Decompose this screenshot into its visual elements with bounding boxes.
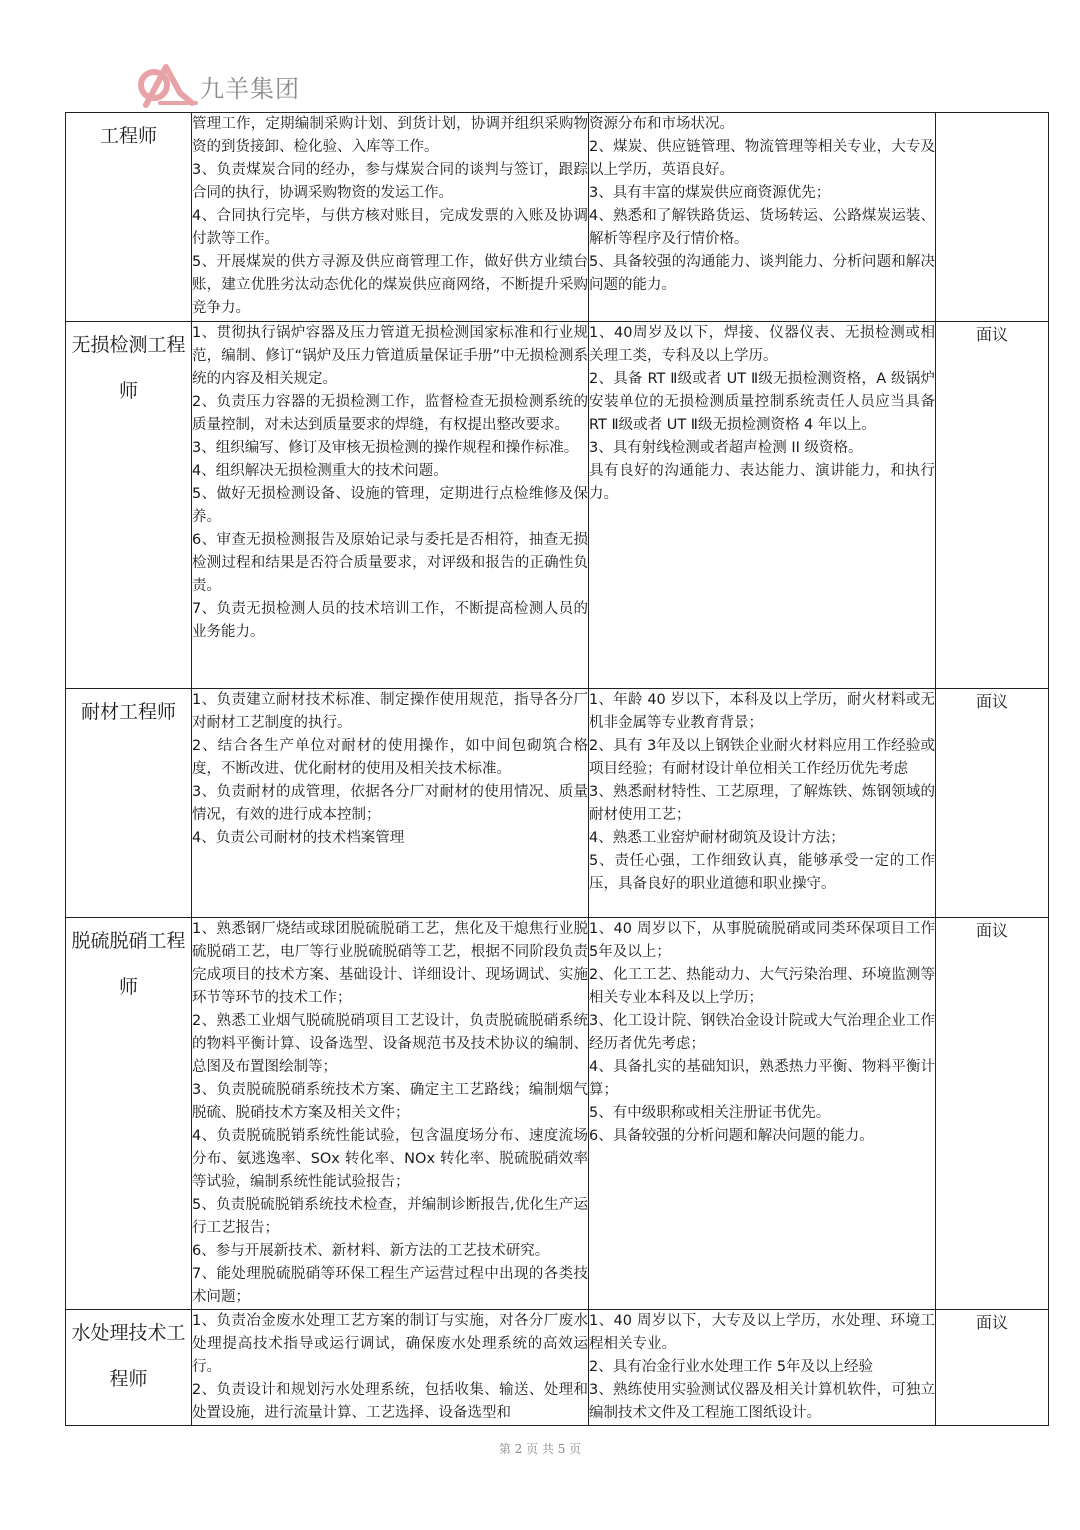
job-pay: 面议 — [936, 918, 1049, 1310]
job-pay: 面议 — [936, 1310, 1049, 1426]
job-title: 无损检测工程师 — [66, 322, 192, 689]
job-requirements: 1、年龄 40 岁以下，本科及以上学历，耐火材料或无机非金属等专业教育背景； 2、具有 3年及以上钢铁企业耐火材料应用工作经验或项目经验；有耐材设计单位相关工作经历优先考虑 3、熟悉耐材特性、工艺原理，了解炼铁、炼钢领域的耐材使用工艺； 4、熟悉工业窑炉耐材砌筑及设计方法； 5、责任心强，工作细致认真，能够承受一定的工作压，具备良好的职业道德和职业操守。 — [589, 689, 936, 918]
table-row — [66, 1310, 1049, 1426]
brand-name: 九羊集团 — [200, 74, 300, 103]
job-pay: 面议 — [936, 689, 1049, 918]
table-row — [66, 918, 1049, 1310]
job-requirements: 1、40 周岁以下，大专及以上学历，水处理、环境工程相关专业。 2、具有冶金行业水处理工作 5年及以上经验 3、熟练使用实验测试仪器及相关计算机软件，可独立编制技术文件及工程施工图纸设计。 — [589, 1310, 936, 1426]
job-title: 耐材工程师 — [66, 689, 192, 918]
job-title: 工程师 — [66, 113, 192, 322]
table-row — [66, 689, 1049, 918]
company-logo — [136, 62, 300, 110]
job-duties: 1、负责建立耐材技术标准、制定操作使用规范，指导各分厂对耐材工艺制度的执行。 2、结合各生产单位对耐材的使用操作，如中间包砌筑合格度，不断改进、优化耐材的使用及相关技术标准。 3、负责耐材的成管理，依据各分厂对耐材的使用情况、质量情况，有效的进行成本控制； 4、负责公司耐材的技术档案管理 — [192, 689, 589, 918]
job-duties: 管理工作，定期编制采购计划、到货计划，协调并组织采购物资的到货接卸、检化验、入库等工作。 3、负责煤炭合同的经办，参与煤炭合同的谈判与签订，跟踪合同的执行，协调采购物资的发运工作。 4、合同执行完毕，与供方核对账目，完成发票的入账及协调付款等工作。 5、开展煤炭的供方寻源及供应商管理工作，做好供方业绩台账，建立优胜劣汰动态优化的煤炭供应商网络，不断提升采购竞争力。 — [192, 113, 589, 322]
page-number: 第 2 页 共 5 页 — [498, 1442, 582, 1456]
job-requirements: 1、40 周岁以下，从事脱硫脱硝或同类环保项目工作 5年及以上； 2、化工工艺、热能动力、大气污染治理、环境监测等相关专业本科及以上学历； 3、化工设计院、钢铁冶金设计院或大气治理企业工作经历者优先考虑； 4、具备扎实的基础知识，熟悉热力平衡、物料平衡计算； 5、有中级职称或相关注册证书优先。 6、具备较强的分析问题和解决问题的能力。 — [589, 918, 936, 1310]
brand-mark-icon — [136, 63, 198, 109]
job-duties: 1、熟悉钢厂烧结或球团脱硫脱硝工艺，焦化及干熄焦行业脱硫脱硝工艺，电厂等行业脱硫脱硝等工艺，根据不同阶段负责完成项目的技术方案、基础设计、详细设计、现场调试、实施环节等环节的技术工作； 2、熟悉工业烟气脱硫脱硝项目工艺设计，负责脱硫脱硝系统的物料平衡计算、设备选型、设备规范书及技术协议的编制、总图及布置图绘制等； 3、负责脱硫脱硝系统技术方案、确定主工艺路线；编制烟气脱硫、脱硝技术方案及相关文件； 4、负责脱硫脱销系统性能试验，包含温度场分布、速度流场分布、氨逃逸率、SOx 转化率、NOx 转化率、脱硫脱硝效率等试验，编制系统性能试验报告； 5、负责脱硫脱销系统技术检查，并编制诊断报告,优化生产运行工艺报告； 6、参与开展新技术、新材料、新方法的工艺技术研究。 7、能处理脱硫脱硝等环保工程生产运营过程中出现的各类技术问题； — [192, 918, 589, 1310]
job-table — [65, 112, 1049, 1426]
job-title: 脱硫脱硝工程师 — [66, 918, 192, 1310]
job-duties: 1、负责冶金废水处理工艺方案的制订与实施，对各分厂废水处理提高技术指导或运行调试，确保废水处理系统的高效运行。 2、负责设计和规划污水处理系统，包括收集、输送、处理和处置设施，进行流量计算、工艺选择、设备选型和 — [192, 1310, 589, 1426]
job-requirements: 1、40周岁及以下，焊接、仪器仪表、无损检测或相关理工类，专科及以上学历。 2、具备 RT Ⅱ级或者 UT Ⅱ级无损检测资格，A 级锅炉安装单位的无损检测质量控制系统责任人员应当具备 RT Ⅱ级或者 UT Ⅱ级无损检测资格 4 年以上。 3、具有射线检测或者超声检测 II 级资格。 具有良好的沟通能力、表达能力、演讲能力，和执行力。 — [589, 322, 936, 689]
job-title: 水处理技术工程师 — [66, 1310, 192, 1426]
table-row — [66, 113, 1049, 322]
job-pay — [936, 113, 1049, 322]
job-requirements: 资源分布和市场状况。 2、煤炭、供应链管理、物流管理等相关专业，大专及以上学历，英语良好。 3、具有丰富的煤炭供应商资源优先； 4、熟悉和了解铁路货运、货场转运、公路煤炭运装、解析等程序及行情价格。 5、具备较强的沟通能力、谈判能力、分析问题和解决问题的能力。 — [589, 113, 936, 322]
job-duties: 1、贯彻执行锅炉容器及压力管道无损检测国家标准和行业规范，编制、修订“锅炉及压力管道质量保证手册”中无损检测系统的内容及相关规定。 2、负责压力容器的无损检测工作，监督检查无损检测系统的质量控制，对未达到质量要求的焊缝，有权提出整改要求。 3、组织编写、修订及审核无损检测的操作规程和操作标准。 4、组织解决无损检测重大的技术问题。 5、做好无损检测设备、设施的管理，定期进行点检维修及保养。 6、审查无损检测报告及原始记录与委托是否相符，抽查无损检测过程和结果是否符合质量要求，对评级和报告的正确性负责。 7、负责无损检测人员的技术培训工作，不断提高检测人员的业务能力。 — [192, 322, 589, 689]
table-row — [66, 322, 1049, 689]
job-pay: 面议 — [936, 322, 1049, 689]
